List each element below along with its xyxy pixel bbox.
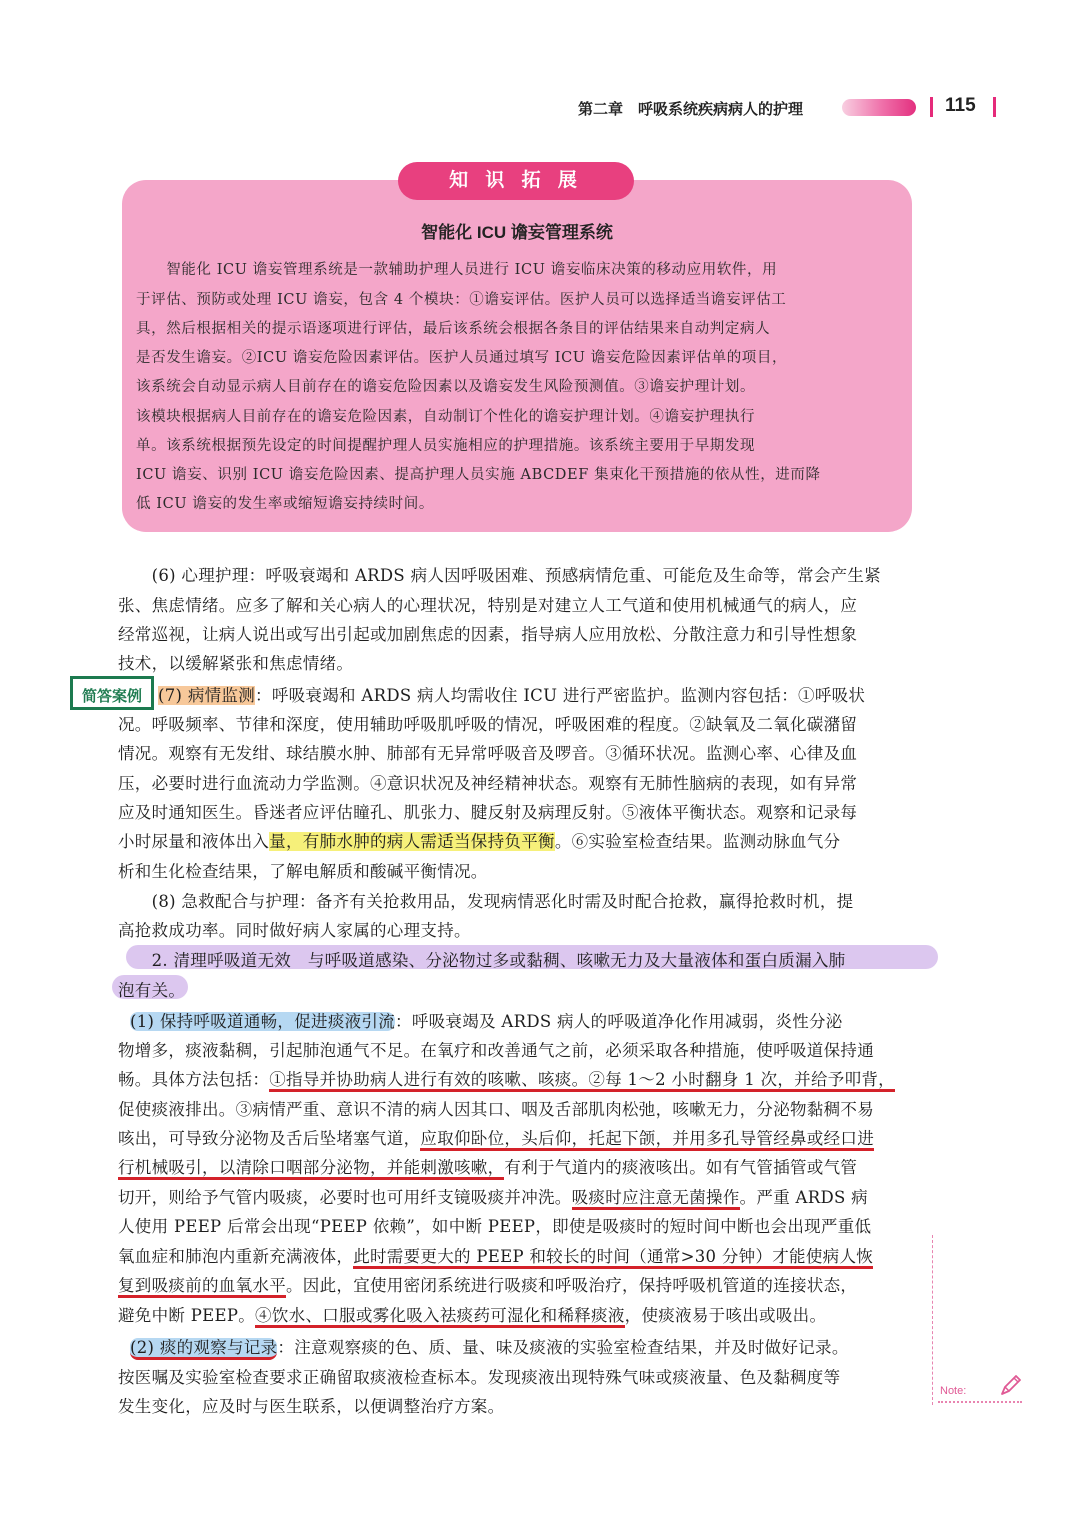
body-line: 情况。观察有无发绀、球结膜水肿、肺部有无异常呼吸音及啰音。③循环状况。监测心率、心律及血 (118, 744, 858, 763)
body-line: (6) 心理护理：呼吸衰竭和 ARDS 病人因呼吸困难、预感病情危重、可能危及生命等，常会产生紧 (118, 566, 881, 585)
note-margin-guide (932, 1235, 933, 1405)
knowledge-box-line: 该模块根据病人目前存在的谵妄危险因素，自动制订个性化的谵妄护理计划。④谵妄护理执行 (136, 409, 756, 425)
body-line (130, 1008, 843, 1032)
body-line (158, 682, 865, 706)
knowledge-box-line: 是否发生谵妄。②ICU 谵妄危险因素评估。医护人员通过填写 ICU 谵妄危险因素评估单的项目， (136, 350, 788, 366)
page-header (0, 94, 1080, 124)
highlight-blue: (2) 痰的观察与记录 (130, 1338, 277, 1360)
body-line: 经常巡视，让病人说出或写出引起或加剧焦虑的因素，指导病人应用放松、分散注意力和引导性想象 (118, 625, 858, 644)
knowledge-extension-tag: 知 识 拓 展 (398, 162, 634, 200)
body-line (118, 828, 840, 852)
pencil-icon (998, 1372, 1024, 1398)
underline-red: 此时需要更大的 PEEP 和较长的时间（通常>30 分钟）才能使病人恢 (353, 1247, 873, 1269)
body-line: 析和生化检查结果，了解电解质和酸碱平衡情况。 (118, 862, 488, 881)
underline-red: 复到吸痰前的血氧水平 (118, 1276, 286, 1298)
header-divider-left (930, 97, 933, 117)
knowledge-box-line: ICU 谵妄、识别 ICU 谵妄危险因素、提高护理人员实施 ABCDEF 集束化干预措施的依从性，进而降 (136, 467, 821, 483)
highlight-blue: (1) 保持呼吸道通畅，促进痰液引流 (130, 1012, 396, 1031)
highlight-yellow: 量，有肺水肿的病人需适当保持负平衡 (269, 832, 555, 851)
body-line: 高抢救成功率。同时做好病人家属的心理支持。 (118, 921, 471, 940)
body-line (118, 1066, 895, 1090)
knowledge-box-line: 单。该系统根据预先设定的时间提醒护理人员实施相应的护理措施。该系统主要用于早期发现 (136, 438, 756, 454)
body-text: 畅。具体方法包括： (118, 1070, 270, 1089)
body-line (118, 1125, 874, 1149)
body-line (118, 1272, 857, 1296)
body-line (130, 1334, 849, 1358)
section-heading: 2. 清理呼吸道无效 与呼吸道感染、分泌物过多或黏稠、咳嗽无力及大量液体和蛋白质漏入肺 (118, 951, 846, 970)
body-line: 张、焦虑情绪。应多了解和关心病人的心理状况，特别是对建立人工气道和使用机械通气的病人，应 (118, 596, 858, 615)
knowledge-box-title: 智能化 ICU 谵妄管理系统 (421, 223, 613, 242)
body-text: ，使痰液易于咳出或吸出。 (624, 1306, 827, 1325)
knowledge-box-line: 于评估、预防或处理 ICU 谵妄，包含 4 个模块：①谵妄评估。医护人员可以选择适当谵妄评估工 (136, 292, 787, 308)
underline-red: 吸痰时应注意无菌操作 (572, 1188, 740, 1210)
header-decoration-pill (842, 99, 916, 116)
case-study-stamp: 简答案例 (70, 676, 154, 710)
body-text: 切开，则给予气管内吸痰，必要时也可用纤支镜吸痰并冲洗。 (118, 1188, 572, 1207)
body-text: 咳出，可导致分泌物及舌后坠堵塞气道， (118, 1129, 421, 1148)
body-line: 人使用 PEEP 后常会出现“PEEP 依赖”，如中断 PEEP，即使是吸痰时的短时间中断也会出现严重低 (118, 1217, 872, 1236)
body-line: 发生变化，应及时与医生联系，以便调整治疗方案。 (118, 1397, 505, 1416)
body-line (118, 1154, 857, 1178)
body-text: 。因此，宜使用密闭系统进行吸痰和呼吸治疗，保持呼吸机管道的连接状态， (286, 1276, 858, 1295)
page-number: 115 (945, 95, 976, 116)
body-text: 。严重 ARDS 病 (739, 1188, 868, 1207)
body-line: 按医嘱及实验室检查要求正确留取痰液检查标本。发现痰液出现特殊气味或痰液量、色及黏稠度等 (118, 1368, 841, 1387)
body-line: 物增多，痰液黏稠，引起肺泡通气不足。在氧疗和改善通气之前，必须采取各种措施，使呼吸道保持通 (118, 1041, 874, 1060)
body-text: 。⑥实验室检查结果。监测动脉血气分 (554, 832, 841, 851)
body-text: 氧血症和肺泡内重新充满液体， (118, 1247, 354, 1266)
note-label: Note: (940, 1385, 967, 1397)
body-line: 促使痰液排出。③病情严重、意识不清的病人因其口、咽及舌部肌肉松弛，咳嗽无力，分泌物黏稠不易 (118, 1100, 874, 1119)
body-text: ：呼吸衰竭及 ARDS 病人的呼吸道净化作用减弱，炎性分泌 (395, 1012, 843, 1031)
knowledge-box-line: 低 ICU 谵妄的发生率或缩短谵妄持续时间。 (136, 496, 434, 512)
underline-red: ④饮水、口服或雾化吸入祛痰药可湿化和稀释痰液 (255, 1306, 625, 1328)
underline-red: 行机械吸引，以清除口咽部分泌物，并能刺激咳嗽， (118, 1158, 504, 1180)
body-line (118, 1243, 873, 1267)
underline-red: ①指导并协助病人进行有效的咳嗽、咳痰。②每 1～2 小时翻身 1 次，并给予叩背， (269, 1070, 895, 1092)
body-line: 泡有关。 (118, 981, 186, 1000)
body-line: (8) 急救配合与护理：备齐有关抢救用品，发现病情恶化时需及时配合抢救，赢得抢救时机，提 (118, 892, 854, 911)
knowledge-box-line: 该系统会自动显示病人目前存在的谵妄危险因素以及谵妄发生风险预测值。③谵妄护理计划。 (136, 379, 756, 395)
note-writing-line (938, 1401, 1022, 1403)
body-text: 小时尿量和液体出入 (118, 832, 270, 851)
body-line (118, 1302, 826, 1326)
body-line: 况。呼吸频率、节律和深度，使用辅助呼吸肌呼吸的情况，呼吸困难的程度。②缺氧及二氧化碳潴留 (118, 715, 858, 734)
body-text: ：注意观察痰的色、质、量、味及痰液的实验室检查结果，并及时做好记录。 (277, 1338, 849, 1357)
highlight-orange: (7) 病情监测 (158, 686, 256, 705)
body-line: 技术，以缓解紧张和焦虑情绪。 (118, 654, 354, 673)
header-divider-right (993, 97, 996, 117)
body-line: 应及时通知医生。昏迷者应评估瞳孔、肌张力、腱反射及病理反射。⑤液体平衡状态。观察和记录每 (118, 803, 858, 822)
knowledge-box-line: 智能化 ICU 谵妄管理系统是一款辅助护理人员进行 ICU 谵妄临床决策的移动应用软件，用 (136, 262, 778, 278)
body-text: ：呼吸衰竭和 ARDS 病人均需收住 ICU 进行严密监护。监测内容包括：①呼吸状 (255, 686, 866, 705)
body-text: 避免中断 PEEP。 (118, 1306, 256, 1325)
body-text: 有利于气道内的痰液咳出。如有气管插管或气管 (504, 1158, 858, 1177)
body-line: 压，必要时进行血流动力学监测。④意识状况及神经精神状态。观察有无肺性脑病的表现，如有异常 (118, 774, 858, 793)
body-line (118, 1184, 868, 1208)
knowledge-box-line: 具，然后根据相关的提示语逐项进行评估，最后该系统会根据各条目的评估结果来自动判定病人 (136, 321, 771, 337)
underline-red: 应取仰卧位，头后仰，托起下颌，并用多孔导管经鼻或经口进 (420, 1129, 874, 1151)
chapter-title: 第二章 呼吸系统疾病病人的护理 (578, 101, 804, 118)
